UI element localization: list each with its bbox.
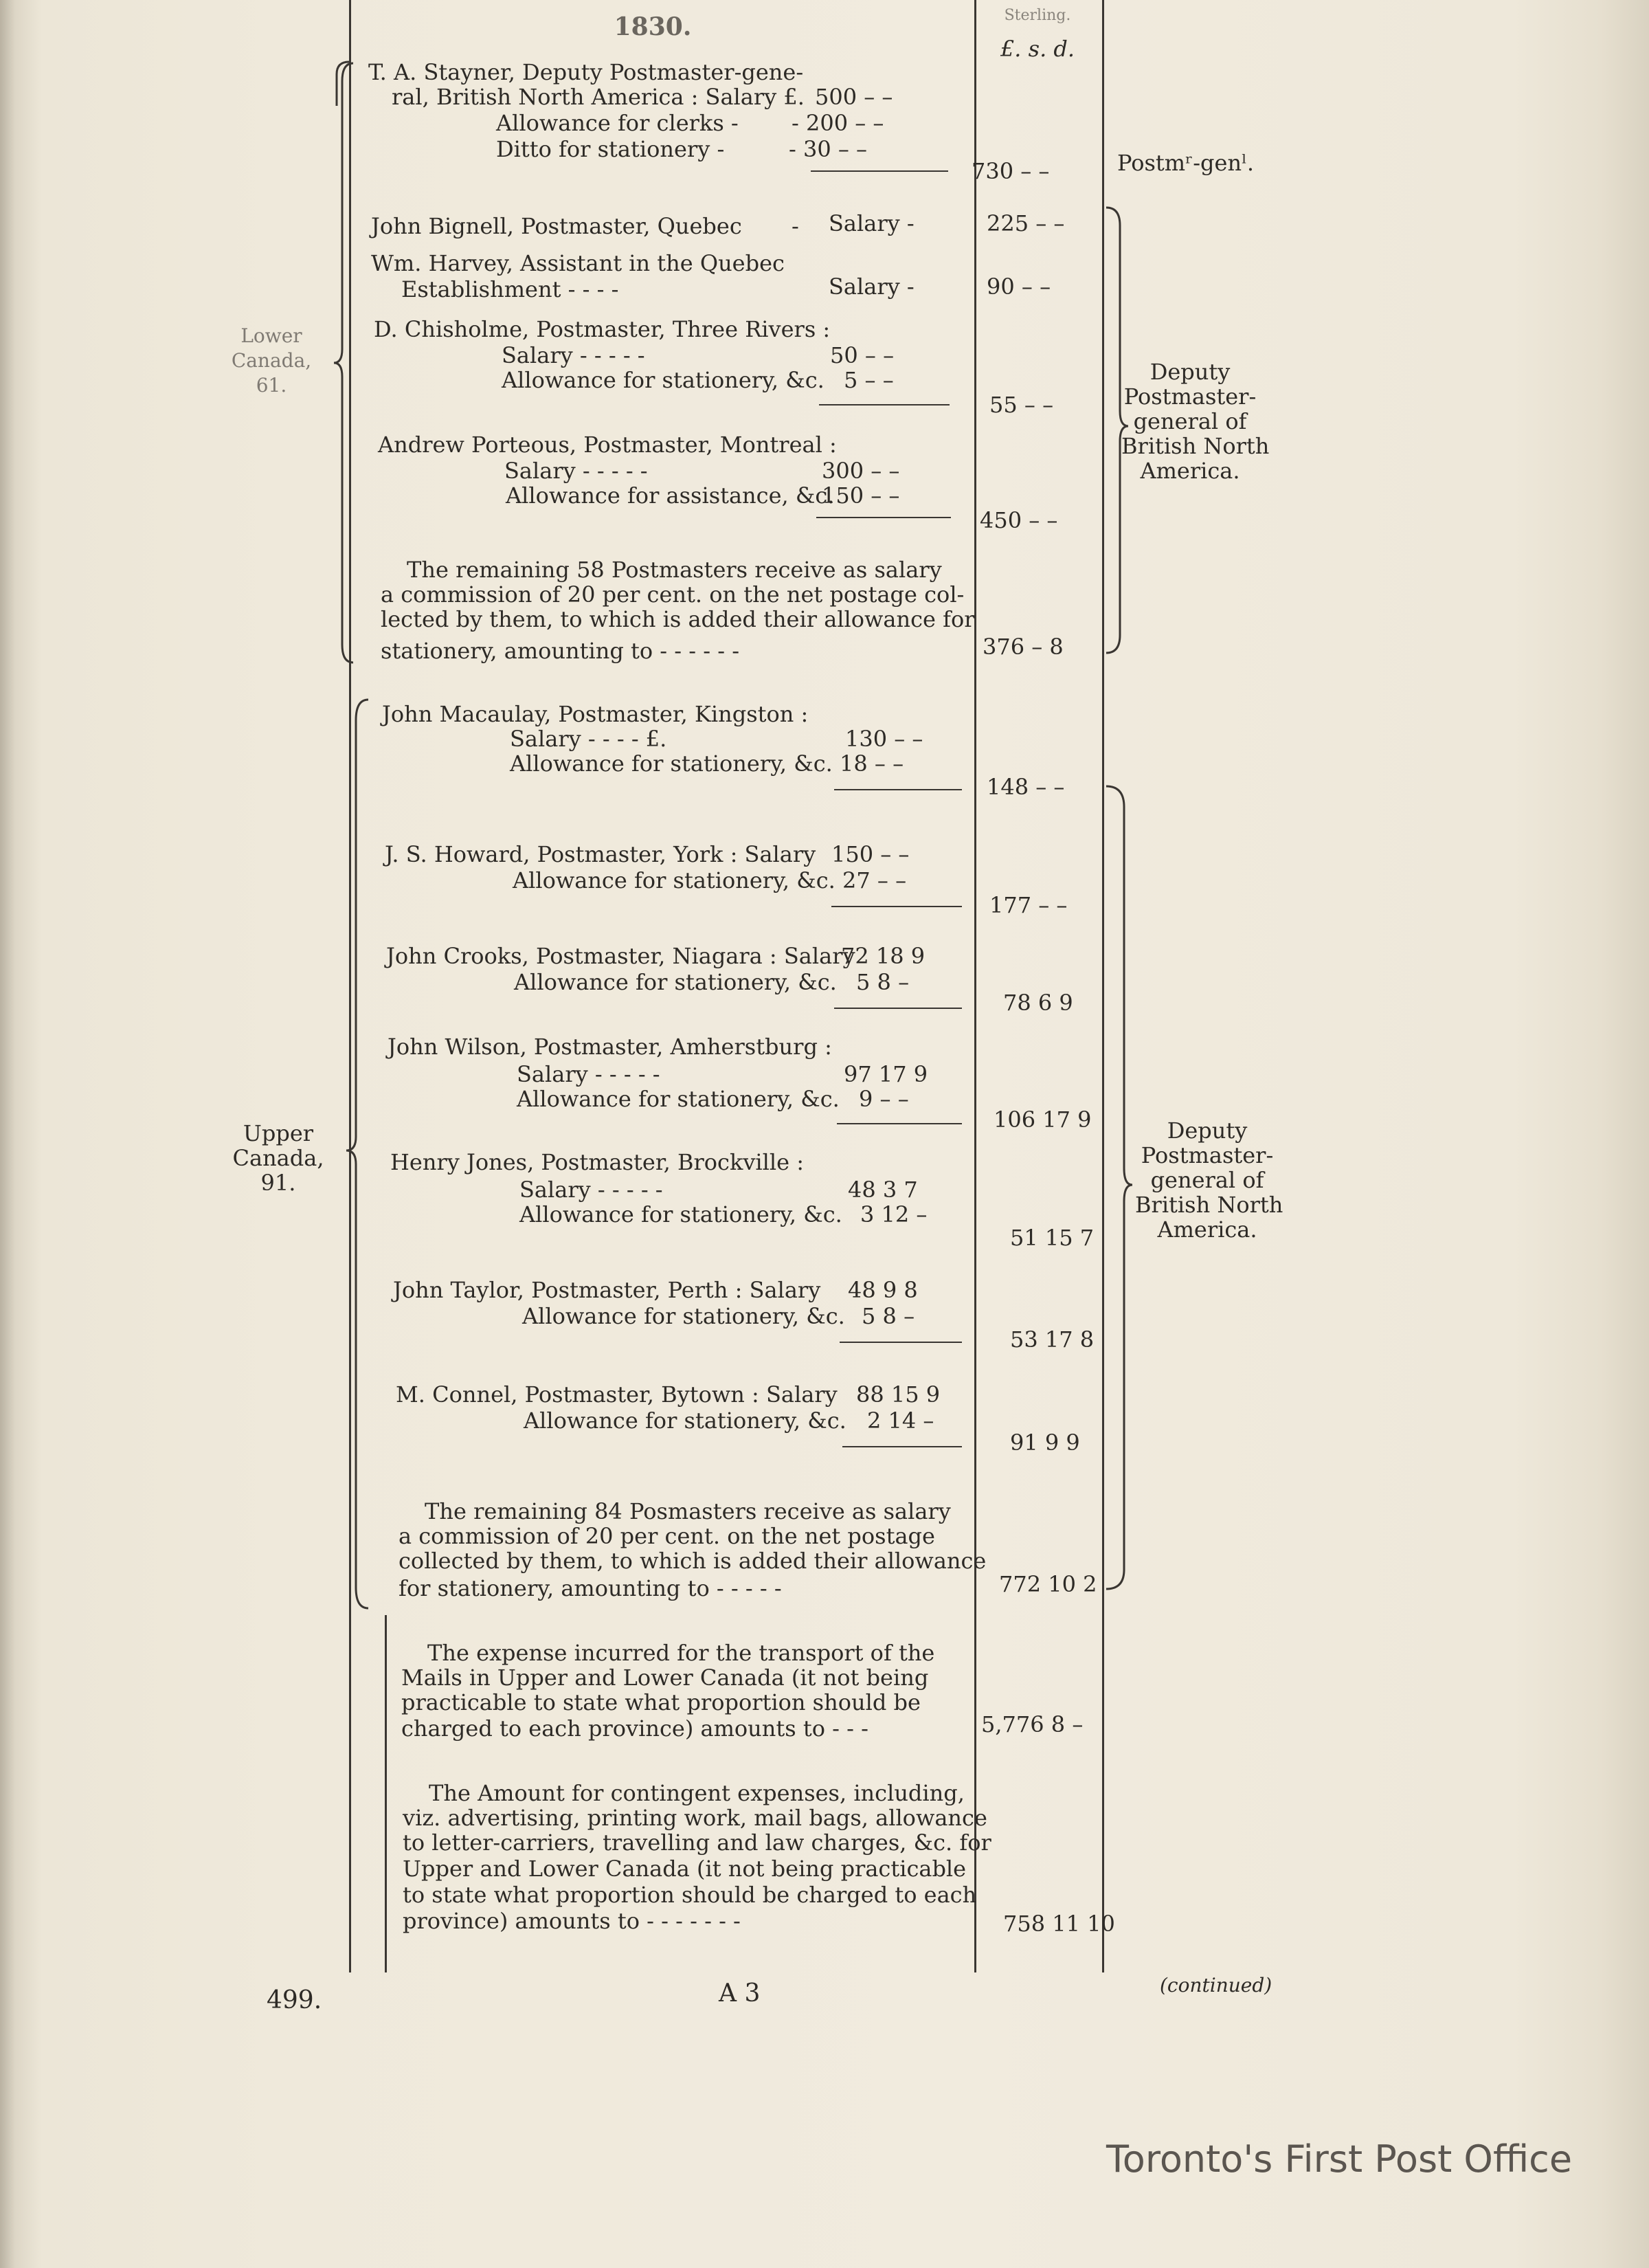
stayner-total: 730 – – [972,158,1050,184]
upper-canada-label-3: 91. [260,1170,296,1196]
howard-salary: 150 – – [831,841,910,867]
connel-total: 91 9 9 [1010,1430,1080,1456]
upper-right-label-1: Deputy [1167,1118,1248,1144]
lower-remaining-line1: The remaining 58 Postmasters receive as salary [407,557,942,583]
harvey-total: 90 – – [987,274,1051,300]
jones-salary: 48 3 7 [848,1177,918,1203]
upper-right-label-3: general of [1150,1167,1264,1193]
howard-name: J. S. Howard, Postmaster, York : Salary [385,841,816,867]
lower-right-label-5: America. [1140,458,1240,484]
watermark-text: Toronto's First Post Office [1106,2137,1573,2181]
jones-total: 51 15 7 [1010,1225,1095,1251]
connel-stationery-label: Allowance for stationery, &c. [524,1408,846,1434]
upper-right-label-2: Postmaster- [1141,1142,1274,1168]
contingent-line2: viz. advertising, printing work, mail bags, allowance [403,1805,987,1831]
stayner-clerks: - 200 – – [792,110,884,136]
contingent-line6: province) amounts to - - - - - - - [403,1908,741,1934]
wilson-stationery: 9 – – [859,1086,909,1112]
year-heading: 1830. [614,12,692,41]
crooks-total: 78 6 9 [1003,990,1073,1016]
contingent-line1: The Amount for contingent expenses, including, [429,1780,965,1806]
upper-remaining-total: 772 10 2 [999,1571,1097,1597]
bignell-salary-label: Salary - [829,210,915,236]
transport-line4: charged to each province) amounts to - - - [401,1715,868,1742]
howard-subtotal-rule [831,906,962,907]
page-number: 499. [267,1986,322,2014]
bignell-total: 225 – – [987,210,1065,236]
jones-name: Henry Jones, Postmaster, Brockville : [390,1149,805,1175]
amount-column-rule-left [974,0,976,1972]
chisholme-salary-label: Salary - - - - - [502,342,645,368]
contingent-total: 758 11 10 [1003,1911,1115,1937]
upper-remaining-line2: a commission of 20 per cent. on the net postage [399,1523,935,1549]
connel-name: M. Connel, Postmaster, Bytown : Salary [396,1381,838,1408]
chisholme-total: 55 – – [989,392,1054,418]
currency-header: £. s. d. [1000,36,1075,62]
signature-mark: A 3 [719,1979,761,2008]
stayner-stationery: - 30 – – [789,136,868,162]
taylor-subtotal-rule [840,1342,962,1343]
chisholme-salary: 50 – – [830,342,895,368]
upper-canada-left-brace [344,697,371,1611]
upper-canada-label-1: Upper [243,1120,314,1146]
wilson-salary-label: Salary - - - - - [517,1061,660,1087]
bignell-name: John Bignell, Postmaster, Quebec [371,213,742,239]
lower-right-label-1: Deputy [1149,359,1231,385]
upper-remaining-line1: The remaining 84 Posmasters receive as salary [425,1498,951,1524]
lower-right-label-4: British North [1121,433,1270,459]
harvey-line1: Wm. Harvey, Assistant in the Quebec [371,250,785,276]
chisholme-stationery: 5 – – [844,367,894,393]
lower-right-label-3: general of [1133,408,1247,434]
lower-remaining-line3: lected by them, to which is added their allowance for [381,606,975,632]
macaulay-total: 148 – – [987,774,1065,800]
howard-stationery-label: Allowance for stationery, &c. [513,867,835,893]
transport-line1: The expense incurred for the transport of the [427,1640,935,1666]
upper-remaining-line4: for stationery, amounting to - - - - - [399,1575,782,1601]
macaulay-salary-label: Salary - - - - £. [510,726,667,752]
stayner-subtotal-rule [811,170,948,172]
taylor-stationery: 5 8 – [862,1303,915,1329]
upper-canada-label-2: Canada, [232,1145,324,1171]
lower-remaining-line2: a commission of 20 per cent. on the net postage col- [381,581,965,608]
macaulay-salary: 130 – – [845,726,923,752]
wilson-stationery-label: Allowance for stationery, &c. [517,1086,840,1112]
transport-total: 5,776 8 – [981,1711,1084,1737]
stayner-line2: ral, British North America : Salary £. [392,84,805,110]
porteous-salary: 300 – – [822,458,900,484]
chisholme-stationery-label: Allowance for stationery, &c. [502,367,824,393]
crooks-stationery: 5 8 – [856,969,910,995]
lower-canada-label-1: Lower [240,324,302,347]
porteous-assistance: 150 – – [822,482,900,509]
crooks-stationery-label: Allowance for stationery, &c. [514,969,837,995]
connel-salary: 88 15 9 [856,1381,941,1408]
macaulay-stationery: 18 – – [840,751,904,777]
transport-line3: practicable to state what proportion should be [401,1689,921,1715]
porteous-salary-label: Salary - - - - - [504,458,648,484]
contingent-line3: to letter-carriers, travelling and law charges, &c. for [403,1830,991,1856]
howard-stationery: 27 – – [842,867,907,893]
macaulay-stationery-label: Allowance for stationery, &c. [510,751,833,777]
stayner-stationery-label: Ditto for stationery - [496,136,725,162]
harvey-salary-label: Salary - [829,274,915,300]
lower-canada-label-3: 61. [256,374,287,397]
jones-stationery: 3 12 – [860,1201,928,1227]
jones-salary-label: Salary - - - - - [519,1177,663,1203]
crooks-salary: 72 18 9 [841,943,926,969]
bignell-dash: - [792,213,799,239]
stayner-clerks-label: Allowance for clerks - [496,110,739,136]
lower-canada-label-2: Canada, [231,349,312,372]
connel-subtotal-rule [842,1446,962,1447]
upper-remaining-line3: collected by them, to which is added their allowance [399,1548,987,1574]
chisholme-subtotal-rule [819,404,950,405]
taylor-total: 53 17 8 [1010,1326,1095,1353]
lower-canada-left-brace [333,60,356,665]
taylor-stationery-label: Allowance for stationery, &c. [522,1303,845,1329]
porteous-name: Andrew Porteous, Postmaster, Montreal : [378,432,837,458]
continued-note: (continued) [1160,1974,1272,1997]
harvey-line2: Establishment - - - - [401,276,619,302]
transport-line2: Mails in Upper and Lower Canada (it not being [401,1665,929,1691]
upper-canada-right-brace [1103,783,1135,1594]
jones-stationery-label: Allowance for stationery, &c. [519,1201,842,1227]
currency-header-top: Sterling. [1004,7,1071,24]
lower-right-label-2: Postmaster- [1123,383,1257,410]
wilson-name: John Wilson, Postmaster, Amherstburg : [388,1034,832,1060]
upper-right-label-5: America. [1157,1216,1257,1243]
stayner-line1: T. A. Stayner, Deputy Postmaster-gene- [368,59,804,85]
howard-total: 177 – – [989,892,1068,918]
taylor-salary: 48 9 8 [848,1277,918,1303]
wilson-subtotal-rule [837,1123,962,1124]
contingent-line4: Upper and Lower Canada (it not being practicable [403,1856,967,1882]
macaulay-subtotal-rule [834,789,962,790]
crooks-subtotal-rule [834,1008,962,1009]
postmaster-general-label: Postmʳ-genˡ. [1117,150,1255,176]
lower-section-rule [385,1615,387,1972]
wilson-salary: 97 17 9 [844,1061,928,1087]
macaulay-name: John Macaulay, Postmaster, Kingston : [382,701,809,727]
crooks-name: John Crooks, Postmaster, Niagara : Salary [386,943,855,969]
lower-remaining-line4: stationery, amounting to - - - - - - [381,638,740,664]
taylor-name: John Taylor, Postmaster, Perth : Salary [393,1277,821,1303]
contingent-line5: to state what proportion should be charged to each [403,1882,977,1908]
porteous-assistance-label: Allowance for assistance, &c. [506,482,835,509]
lower-remaining-total: 376 – 8 [983,634,1064,660]
connel-stationery: 2 14 – [867,1408,934,1434]
wilson-total: 106 17 9 [994,1107,1092,1133]
chisholme-name: D. Chisholme, Postmaster, Three Rivers : [374,316,831,342]
porteous-subtotal-rule [816,517,951,518]
upper-right-label-4: British North [1135,1192,1283,1218]
porteous-total: 450 – – [980,507,1058,533]
stayner-salary: 500 – – [815,84,893,110]
